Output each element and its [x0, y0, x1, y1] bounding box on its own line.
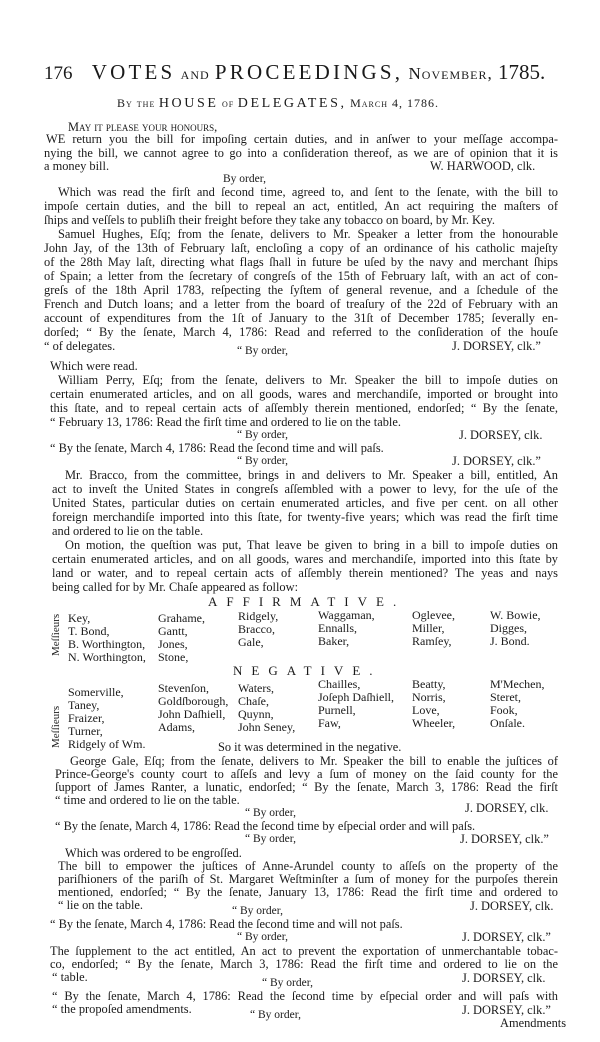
- affirmative-voter: Ennalls,: [318, 621, 357, 635]
- negative-voter: Fraizer,: [68, 711, 105, 725]
- section-heading: [117, 96, 439, 112]
- negative-voter: Fook,: [490, 703, 518, 717]
- text-line: dorſed; “ By the ſenate, March 4, 1786: Read and referred to the conſideration of the houſe: [44, 325, 558, 339]
- negative-voter: Adams,: [158, 720, 195, 734]
- heading-date: March 4, 1786.: [350, 96, 439, 110]
- text-line: John Jay, of the 13th of February laſt, encloſing a copy of an ordinance of his catholic majeſty: [44, 241, 558, 255]
- text-line: “ lie on the table.: [58, 898, 143, 912]
- text-line: land or water, and to repeal certain acts of aſſembly therein mentioned? The yeas and nays: [52, 566, 558, 580]
- text-line: a money bill.: [44, 159, 110, 173]
- negative-voter: Love,: [412, 703, 440, 717]
- by-order-note: “ By order,: [232, 905, 283, 917]
- affirmative-voter: T. Bond,: [68, 624, 110, 638]
- affirmative-voter: Digges,: [490, 621, 527, 635]
- affirmative-voter: W. Bowie,: [490, 608, 541, 622]
- negative-voter: Ridgely of Wm.: [68, 737, 146, 751]
- text-line: impoſe certain duties, and the bill to repeal an act, entitled, An act requiring the maſters of: [44, 199, 558, 213]
- text-line: The ſupplement to the act entitled, An act to prevent the exportation of unmerchantable tobac-: [50, 944, 558, 958]
- affirmative-heading: AFFIRMATIVE.: [208, 594, 406, 609]
- affirmative-voter: Baker,: [318, 634, 350, 648]
- negative-voter: Taney,: [68, 698, 100, 712]
- text-line: “ By the ſenate, March 4, 1786: Read the ſecond time and will not paſs.: [50, 917, 403, 931]
- negative-voter: Goldſborough,: [158, 694, 229, 708]
- clerk-signature: J. DORSEY, clk.”: [462, 930, 551, 944]
- clerk-signature: J. DORSEY, clk.: [465, 801, 549, 815]
- title-and: and: [180, 64, 210, 83]
- clerk-signature: J. DORSEY, clk.: [470, 899, 554, 913]
- text-line: “ of delegates.: [44, 339, 116, 353]
- text-line: The bill to empower the juſtices of Anne-Arundel county to aſſeſs on the property of the: [58, 859, 558, 873]
- text-line: “ table.: [52, 970, 88, 984]
- negative-voter: Stevenſon,: [158, 681, 209, 695]
- clerk-signature: J. DORSEY, clk.”: [452, 339, 541, 353]
- text-line: being called for by Mr. Chaſe appeared as follow:: [52, 580, 299, 594]
- text-line: “ By the ſenate, March 4, 1786: Read the ſecond time by eſpecial order and will paſs.: [55, 819, 476, 833]
- page-header: [44, 60, 545, 85]
- text-line: mentioned, endorſed; “ By the ſenate, January 13, 1786: Read the firſt time and ordered to: [58, 885, 558, 899]
- text-line: greſs of the 18th April 1783, reſpecting the ſyſtem of general revenue, and a ſchedule of the: [44, 283, 558, 297]
- text-line: certain enumerated articles, and on all goods, wares and merchandiſe, imported into this ſtate by: [52, 552, 558, 566]
- by-order-note: “ By order,: [237, 931, 288, 943]
- text-line: certain enumerated articles, and on all goods, wares and merchandiſe, imported or brought into: [50, 387, 558, 401]
- clerk-signature: J. DORSEY, clk.”: [452, 454, 541, 468]
- text-line: On motion, the queſtion was put, That leave be given to bring in a bill to impoſe duties on: [65, 538, 558, 552]
- affirmative-voter: Jones,: [158, 637, 188, 651]
- negative-voter: Faw,: [318, 716, 341, 730]
- text-line: WE return you the bill for impoſing certain duties, and in anſwer to your meſſage accompa-: [46, 132, 558, 146]
- text-line: “ February 13, 1786: Read the firſt time and ordered to lie on the table.: [50, 415, 401, 429]
- negative-heading: NEGATIVE.: [233, 663, 382, 678]
- by-order-note: “ By order,: [262, 977, 313, 989]
- by-order-note: “ By order,: [237, 429, 288, 441]
- clerk-signature: J. DORSEY, clk.”: [460, 832, 549, 846]
- negative-voter: John Daſhiell,: [158, 707, 226, 721]
- text-line: nying the bill, we cannot agree to go into a conſideration thereof, as we are of opinion that it is: [44, 146, 558, 160]
- title-proceedings: PROCEEDINGS,: [214, 60, 404, 84]
- text-line: co, endorſed; “ By the ſenate, March 3, 1786: Read the firſt time and ordered to lie on the: [50, 957, 558, 971]
- text-line: May it please your honours,: [68, 120, 218, 134]
- by-order-note: “ By order,: [245, 807, 296, 819]
- affirmative-voter: Waggaman,: [318, 608, 375, 622]
- heading-delegates: DELEGATES,: [237, 96, 347, 111]
- affirmative-voter: Grahame,: [158, 611, 205, 625]
- text-line: pariſhioners of the pariſh of St. Margaret Weſtminſter a ſum of money for the purpoſes therein: [58, 872, 558, 886]
- by-order-note: “ By order,: [237, 345, 288, 357]
- title-year: 1785.: [497, 60, 546, 84]
- text-line: account of expenditures from the 1ſt of January to the 31ſt of December 1785; ſeverally en-: [44, 311, 558, 325]
- affirmative-voter: Gantt,: [158, 624, 188, 638]
- text-line: act to inveſt the United States in congreſs aſſembled with a power to levy, for the uſe of the: [52, 482, 558, 496]
- text-line: Which were read.: [50, 359, 138, 373]
- heading-house: HOUSE: [158, 96, 219, 111]
- affirmative-voter: Gale,: [238, 635, 264, 649]
- text-line: ſhips and veſſels to publiſh their freight before they take any tobacco on board, by Mr. Key.: [44, 213, 495, 227]
- text-line: foreign merchandiſe imported into this ſtate, for twenty-five years; which was read the firſt time: [52, 510, 558, 524]
- messieurs-label-negative: Meſſieurs: [50, 705, 62, 748]
- negative-voter: Chaſe,: [238, 694, 269, 708]
- negative-voter: Waters,: [238, 681, 275, 695]
- title-votes: VOTES: [91, 60, 176, 84]
- clerk-signature: J. DORSEY, clk.: [462, 971, 546, 985]
- affirmative-voter: Ramſey,: [412, 634, 452, 648]
- negative-voter: Joſeph Daſhiell,: [318, 690, 394, 704]
- affirmative-voter: Stone,: [158, 650, 189, 664]
- text-line: Mr. Bracco, from the committee, brings in and delivers to Mr. Speaker a bill, entitled, An: [65, 468, 558, 482]
- clerk-signature: W. HARWOOD, clk.: [430, 159, 536, 173]
- text-line: of the 28th May laſt, directing what flags ſhall in future be uſed by the navy and merchant ſhips: [44, 255, 558, 269]
- messieurs-label-affirmative: Meſſieurs: [50, 613, 62, 656]
- negative-voter: M'Mechen,: [490, 677, 545, 691]
- heading-by-the: By the: [117, 96, 156, 110]
- negative-voter: Purnell,: [318, 703, 356, 717]
- affirmative-voter: Miller,: [412, 621, 445, 635]
- by-order-note: “ By order,: [250, 1009, 301, 1021]
- catchword: Amendments: [500, 1016, 567, 1030]
- heading-of: of: [222, 96, 235, 110]
- text-line: William Perry, Eſq; from the ſenate, delivers to Mr. Speaker the bill to impoſe duties on: [58, 373, 558, 387]
- negative-voter: Chailles,: [318, 677, 361, 691]
- page-number: 176: [44, 63, 73, 84]
- negative-voter: Norris,: [412, 690, 446, 704]
- text-line: Prince-George's county court to aſſeſs and levy a ſum of money on the ſaid county for the: [55, 767, 558, 781]
- text-line: French and Dutch loans; and a letter from the board of treaſury of the 22d of February with an: [44, 297, 558, 311]
- by-order-note: “ By order,: [245, 833, 296, 845]
- title-month: November,: [408, 64, 493, 83]
- negative-voter: Turner,: [68, 724, 103, 738]
- negative-voter: Wheeler,: [412, 716, 456, 730]
- text-line: “ the propoſed amendments.: [52, 1002, 192, 1016]
- clerk-signature: J. DORSEY, clk.”: [462, 1003, 551, 1017]
- affirmative-voter: Oglevee,: [412, 608, 455, 622]
- negative-voter: Steret,: [490, 690, 521, 704]
- clerk-signature: J. DORSEY, clk.: [459, 428, 543, 442]
- affirmative-voter: Key,: [68, 611, 91, 625]
- text-line: “ By the ſenate, March 4, 1786: Read the ſecond time and will paſs.: [50, 441, 384, 455]
- text-line: George Gale, Eſq; from the ſenate, delivers to Mr. Speaker the bill to enable the juſtices of: [70, 754, 558, 768]
- text-line: “ By the ſenate, March 4, 1786: Read the ſecond time by eſpecial order and will paſs with: [52, 989, 558, 1003]
- affirmative-voter: J. Bond.: [490, 634, 530, 648]
- text-line: Which was ordered to be engroſſed.: [65, 846, 242, 860]
- text-line: “ time and ordered to lie on the table.: [55, 793, 240, 807]
- negative-voter: Onſale.: [490, 716, 525, 730]
- text-line: So it was determined in the negative.: [218, 740, 402, 754]
- by-order-note: “ By order,: [237, 455, 288, 467]
- negative-voter: Somerville,: [68, 685, 124, 699]
- text-line: ſupport of James Ranter, a lunatic, endorſed; “ By the ſenate, March 3, 1786: Read the firſt: [55, 780, 558, 794]
- text-line: Samuel Hughes, Eſq; from the ſenate, delivers to Mr. Speaker a letter from the honourable: [58, 227, 558, 241]
- affirmative-voter: Bracco,: [238, 622, 275, 636]
- affirmative-voter: N. Worthington,: [68, 650, 146, 664]
- text-line: this ſtate, and to repeal certain acts of aſſembly therein mentioned, endorſed; “ By the ſenate,: [50, 401, 558, 415]
- text-line: United States, particular duties on certain enumerated articles, and five per cent. on all other: [52, 496, 558, 510]
- negative-voter: Beatty,: [412, 677, 446, 691]
- by-order-note: By order,: [223, 173, 266, 185]
- affirmative-voter: B. Worthington,: [68, 637, 146, 651]
- text-line: of Spain; a letter from the ſecretary of congreſs of the 15th of February laſt, with an act of con-: [44, 269, 558, 283]
- text-line: and ordered to lie on the table.: [52, 524, 204, 538]
- text-line: Which was read the firſt and ſecond time, agreed to, and ſent to the ſenate, with the bill to: [58, 185, 558, 199]
- negative-voter: Quynn,: [238, 707, 274, 721]
- negative-voter: John Seney,: [238, 720, 296, 734]
- affirmative-voter: Ridgely,: [238, 609, 279, 623]
